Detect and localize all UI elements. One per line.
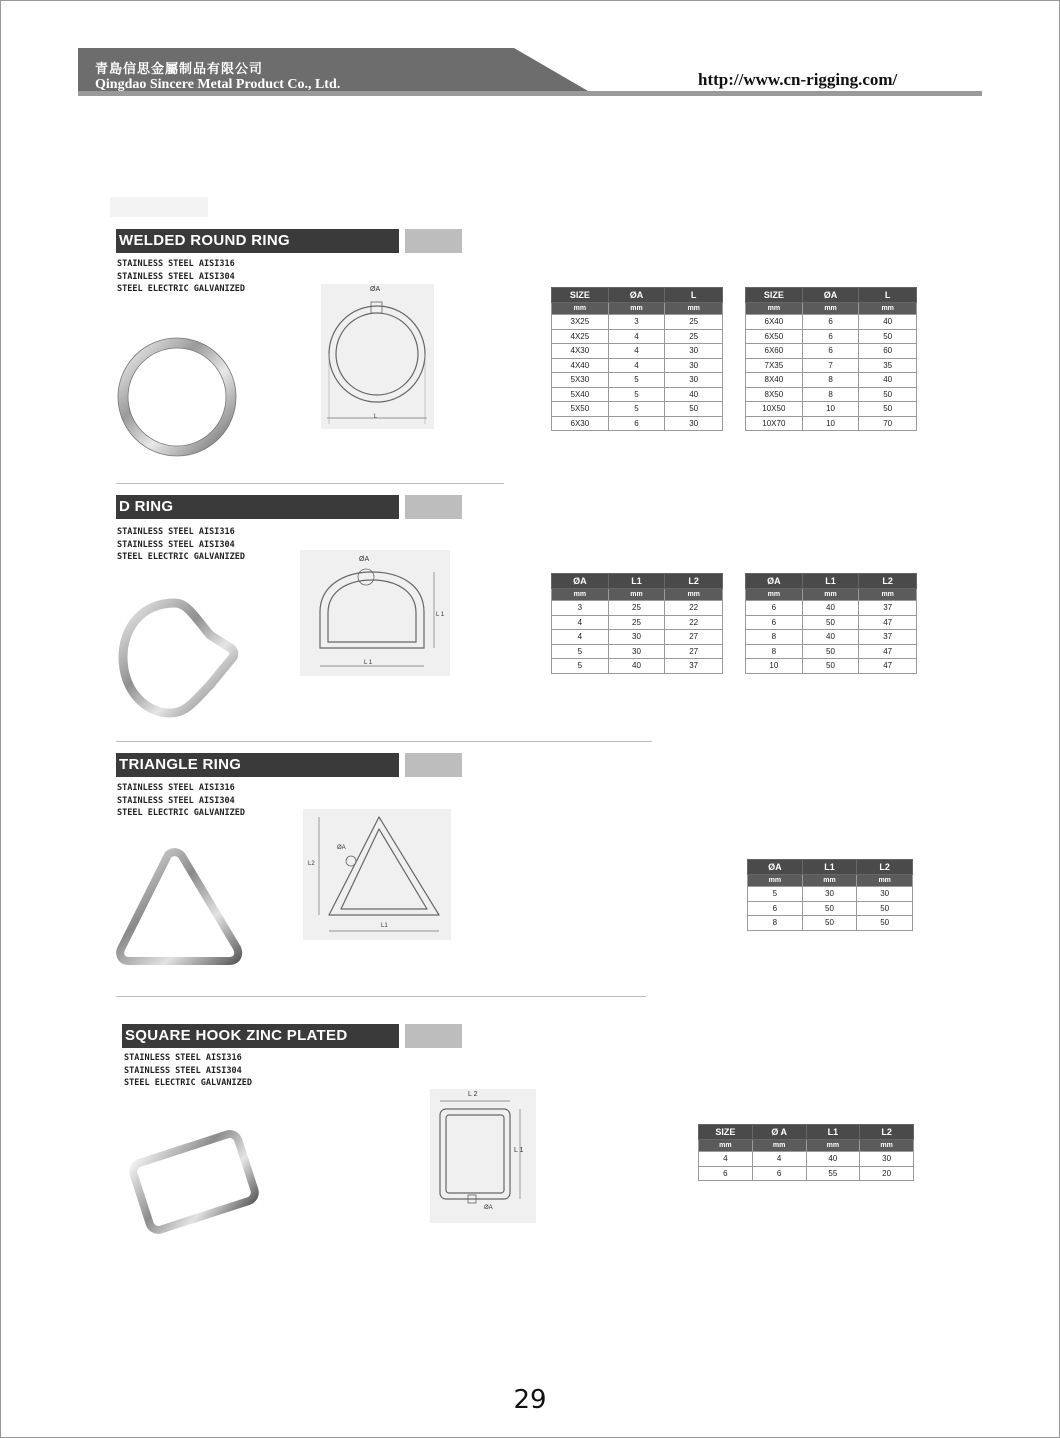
table-cell: 3 [552,601,609,616]
dimension-label: L [374,414,378,420]
table-cell: 8X40 [746,373,803,388]
d-ring-drawing [300,550,450,676]
table-cell: 25 [608,601,665,616]
table-row [552,416,723,431]
table-cell: 4 [608,344,665,359]
table-cell: 50 [802,644,859,659]
dimension-label: ØA [359,556,370,563]
table-cell: 8 [802,373,859,388]
material-item: STAINLESS STEEL AISI316 [117,259,235,269]
spec-table-d-ring-1 [551,573,723,674]
table-row [746,387,917,402]
table-row [746,416,917,431]
dimension-label: L 2 [468,1091,478,1098]
spec-table-d-ring-2 [745,573,917,674]
unit-cell: mm [608,589,665,601]
unit-cell: mm [665,303,723,315]
unit-cell: mm [665,589,723,601]
material-item: STAINLESS STEEL AISI304 [117,795,235,806]
column-header: L [859,288,917,303]
table-cell: 27 [665,644,723,659]
table-cell: 10X50 [746,402,803,417]
table-row [552,329,723,344]
section-tag [405,229,462,253]
table-row [552,659,723,674]
table-cell: 50 [857,916,913,931]
material-item: STAINLESS STEEL AISI304 [124,1065,242,1076]
dimension-label: L2 [308,861,315,867]
column-header: L1 [806,1125,860,1140]
table-row [748,887,913,902]
table-cell: 4 [608,358,665,373]
table-cell: 4X25 [552,329,609,344]
table-cell: 50 [802,615,859,630]
unit-cell: mm [552,303,609,315]
blank-label [110,197,208,217]
table-cell: 47 [859,659,917,674]
column-header: L2 [665,574,723,589]
table-cell: 30 [665,416,723,431]
column-header: ØA [552,574,609,589]
table-cell: 7X35 [746,358,803,373]
unit-cell: mm [802,303,859,315]
table-cell: 40 [859,373,917,388]
table-row [746,601,917,616]
dimension-label: L 1 [436,612,445,618]
table-cell: 40 [802,630,859,645]
material-item: STAINLESS STEEL AISI316 [117,527,235,537]
company-name-cn: 青島信思金屬制品有限公司 [95,62,264,77]
table-cell: 37 [859,630,917,645]
table-cell: 5 [748,887,803,902]
table-row [552,601,723,616]
material-item: STEEL ELECTRIC GALVANIZED [117,552,245,562]
table-cell: 22 [665,615,723,630]
column-header: Ø A [752,1125,806,1140]
section-title-triangle-ring: TRIANGLE RING [116,753,399,777]
spec-table-triangle-ring [747,859,913,931]
column-header: L1 [802,860,857,875]
table-cell: 47 [859,615,917,630]
table-cell: 50 [802,659,859,674]
table-cell: 20 [860,1166,914,1181]
section-title-round-ring: WELDED ROUND RING [116,229,399,253]
section-divider [116,996,646,997]
table-cell: 50 [859,402,917,417]
section-divider [116,741,652,742]
table-cell: 5 [552,659,609,674]
table-cell: 60 [859,344,917,359]
table-cell: 40 [665,387,723,402]
table-cell: 6 [802,315,859,330]
table-cell: 30 [802,887,857,902]
unit-cell: mm [860,1140,914,1152]
table-row [746,644,917,659]
unit-cell: mm [859,589,917,601]
table-cell: 5X30 [552,373,609,388]
table-row [699,1166,914,1181]
section-tag [405,753,462,777]
material-item: STEEL ELECTRIC GALVANIZED [124,1078,252,1088]
table-cell: 37 [859,601,917,616]
column-header: SIZE [746,288,803,303]
material-list [117,258,245,296]
table-cell: 6 [746,601,803,616]
table-cell: 40 [859,315,917,330]
material-item: STAINLESS STEEL AISI304 [117,539,235,550]
table-cell: 25 [665,315,723,330]
spec-table-square-hook [698,1124,914,1181]
table-cell: 70 [859,416,917,431]
table-cell: 6 [748,901,803,916]
table-cell: 8 [746,644,803,659]
table-row [552,644,723,659]
section-title-square-hook: SQUARE HOOK ZINC PLATED [122,1024,399,1048]
triangle-ring-photo [113,845,248,970]
table-cell: 30 [665,344,723,359]
unit-cell: mm [857,875,913,887]
table-cell: 37 [665,659,723,674]
table-cell: 47 [859,644,917,659]
table-cell: 6X60 [746,344,803,359]
table-row [746,659,917,674]
page-number: 29 [513,1385,547,1415]
unit-cell: mm [748,875,803,887]
table-cell: 50 [665,402,723,417]
unit-cell: mm [752,1140,806,1152]
dimension-label: ØA [337,845,346,851]
square-hook-drawing [430,1089,536,1223]
unit-cell: mm [608,303,665,315]
table-row [552,630,723,645]
table-row [748,901,913,916]
material-list [124,1052,252,1090]
unit-cell: mm [859,303,917,315]
table-cell: 5 [608,387,665,402]
table-row [746,358,917,373]
table-cell: 5X40 [552,387,609,402]
table-cell: 40 [608,659,665,674]
material-item: STEEL ELECTRIC GALVANIZED [117,808,245,818]
table-cell: 25 [665,329,723,344]
table-row [552,344,723,359]
section-tag [405,1024,462,1048]
table-cell: 22 [665,601,723,616]
table-row [699,1152,914,1167]
website-url[interactable]: http://www.cn-rigging.com/ [698,70,898,89]
table-cell: 5X50 [552,402,609,417]
material-list [117,782,245,820]
table-cell: 6 [802,344,859,359]
table-cell: 10 [802,402,859,417]
table-cell: 50 [859,387,917,402]
column-header: ØA [746,574,803,589]
material-item: STAINLESS STEEL AISI316 [124,1053,242,1063]
table-cell: 4 [552,630,609,645]
table-cell: 6X40 [746,315,803,330]
table-cell: 6 [608,416,665,431]
table-cell: 4 [608,329,665,344]
table-cell: 30 [608,630,665,645]
table-row [746,344,917,359]
column-header: L [665,288,723,303]
dimension-label: ØA [484,1205,493,1211]
table-cell: 55 [806,1166,860,1181]
table-cell: 6 [802,329,859,344]
table-row [552,315,723,330]
table-cell: 10X70 [746,416,803,431]
table-cell: 30 [860,1152,914,1167]
table-cell: 4 [752,1152,806,1167]
table-row [552,615,723,630]
section-divider [116,483,504,484]
column-header: L2 [859,574,917,589]
table-cell: 6X30 [552,416,609,431]
table-row [552,373,723,388]
table-cell: 50 [802,916,857,931]
material-item: STAINLESS STEEL AISI304 [117,271,235,282]
table-cell: 30 [608,644,665,659]
table-row [746,315,917,330]
spec-table-round-1 [551,287,723,431]
unit-cell: mm [802,875,857,887]
table-cell: 8 [802,387,859,402]
round-ring-drawing [321,284,434,429]
table-row [748,916,913,931]
dimension-label: L 1 [364,660,373,666]
table-cell: 40 [802,601,859,616]
round-ring-photo [115,335,245,465]
section-tag [405,495,462,519]
unit-cell: mm [802,589,859,601]
table-cell: 4 [699,1152,753,1167]
unit-cell: mm [746,589,803,601]
table-cell: 50 [857,901,913,916]
table-cell: 3 [608,315,665,330]
table-cell: 5 [552,644,609,659]
table-row [552,387,723,402]
d-ring-photo [115,595,245,720]
table-row [746,402,917,417]
unit-cell: mm [699,1140,753,1152]
material-item: STAINLESS STEEL AISI316 [117,783,235,793]
table-cell: 4 [552,615,609,630]
square-hook-photo [122,1125,267,1240]
table-cell: 27 [665,630,723,645]
table-cell: 35 [859,358,917,373]
table-row [746,329,917,344]
company-name-en: Qingdao Sincere Metal Product Co., Ltd. [95,77,341,92]
table-cell: 3X25 [552,315,609,330]
table-cell: 40 [806,1152,860,1167]
table-cell: 10 [746,659,803,674]
table-cell: 8 [746,630,803,645]
column-header: L1 [608,574,665,589]
triangle-ring-drawing [303,809,451,940]
table-cell: 6X50 [746,329,803,344]
table-cell: 6 [752,1166,806,1181]
material-item: STEEL ELECTRIC GALVANIZED [117,284,245,294]
table-cell: 30 [665,358,723,373]
table-cell: 50 [859,329,917,344]
table-cell: 10 [802,416,859,431]
table-cell: 5 [608,373,665,388]
unit-cell: mm [552,589,609,601]
table-cell: 6 [699,1166,753,1181]
table-cell: 5 [608,402,665,417]
table-cell: 8X50 [746,387,803,402]
column-header: SIZE [552,288,609,303]
table-cell: 30 [857,887,913,902]
table-cell: 7 [802,358,859,373]
table-row [746,615,917,630]
dimension-label: L1 [381,923,388,929]
section-title-d-ring: D RING [116,495,399,519]
table-cell: 8 [748,916,803,931]
column-header: L2 [857,860,913,875]
table-cell: 4X40 [552,358,609,373]
table-cell: 6 [746,615,803,630]
unit-cell: mm [806,1140,860,1152]
column-header: ØA [748,860,803,875]
table-cell: 25 [608,615,665,630]
table-row [552,402,723,417]
column-header: L2 [860,1125,914,1140]
table-cell: 50 [802,901,857,916]
column-header: L1 [802,574,859,589]
spec-table-round-2 [745,287,917,431]
column-header: SIZE [699,1125,753,1140]
dimension-label: L 1 [514,1147,524,1154]
table-row [746,373,917,388]
dimension-label: ØA [370,286,381,293]
column-header: ØA [802,288,859,303]
material-list [117,526,245,564]
table-cell: 4X30 [552,344,609,359]
table-cell: 30 [665,373,723,388]
unit-cell: mm [746,303,803,315]
column-header: ØA [608,288,665,303]
table-row [552,358,723,373]
table-row [746,630,917,645]
